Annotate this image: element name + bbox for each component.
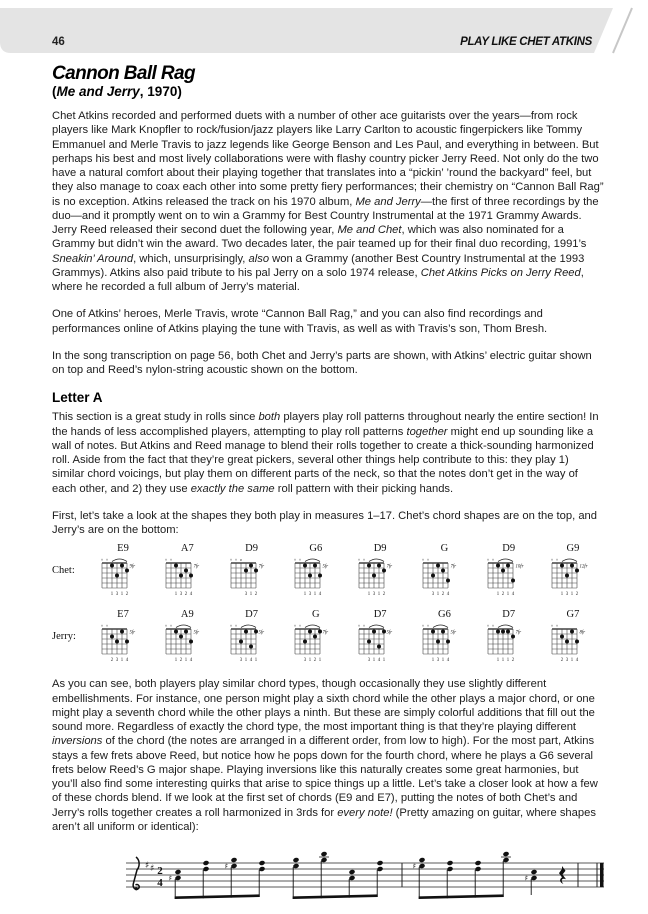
svg-text:×: ×: [100, 557, 104, 563]
svg-text:×: ×: [422, 557, 425, 563]
chord-diagram: [478, 609, 540, 669]
svg-text:3: 3: [565, 658, 569, 664]
paragraph-analysis: As you can see, both players play similar chord types, though occasionally they use slightly different embellishments. For instance, one person might play a sixth chord while the other plays a major chord, or one might play a seventh chord while the other plays a ninth. But these are simply colorful additions that fill out the sound more. Regardless of exactly the chord type, the most important thing is that they’re playing different inversions of the chord (the notes are arranged in a different order, from low to high). For the most part, Atkins stays a few frets above Reed, but notice how he pops down for the fourth chord, where he plays a G6 several frets below Reed’s G major shape. Playing inversions like this naturally creates some great harmonies, but you’ll also find some interesting quirks that arise to spice things up a little. Let’s take a closer look at how a few of these chords blend. If we look at the first set of chords (E9 and E7), putting the notes of both Chet’s and Jerry’s rolls together creates a roll harmonized in 3rds for every note! (Pretty amazing on guitar, where shapes aren’t all uniform or identical):: [52, 678, 598, 833]
svg-text:1: 1: [175, 658, 178, 664]
chord-diagram: [156, 609, 218, 669]
svg-text:12fr: 12fr: [579, 564, 588, 570]
chord-grid: [415, 554, 473, 598]
chord-grid: [287, 554, 345, 598]
chord-grid: [223, 620, 281, 664]
svg-text:4: 4: [157, 877, 163, 889]
svg-text:×: ×: [422, 623, 425, 629]
svg-text:1: 1: [120, 658, 124, 664]
paragraph-shapes-intro: First, let’s take a look at the shapes they both play in measures 1–17. Chet’s chord shapes are on the top, and Jerry’s are on the bottom:: [52, 509, 597, 536]
svg-text:1: 1: [308, 658, 312, 664]
svg-text:1: 1: [442, 658, 445, 664]
svg-text:3: 3: [437, 658, 440, 664]
svg-text:×: ×: [427, 623, 430, 629]
chord-diagram: [413, 543, 475, 603]
chord-diagram: [156, 543, 218, 603]
chord-diagram: [92, 543, 154, 603]
chord-row: [52, 543, 604, 603]
music-notation: [126, 847, 604, 914]
song-title: Cannon Ball Rag: [52, 63, 196, 84]
svg-text:2: 2: [313, 658, 317, 664]
chord-name: G6: [309, 543, 323, 555]
svg-text:2: 2: [442, 592, 445, 598]
chord-diagram: [349, 609, 411, 669]
svg-text:3: 3: [115, 592, 119, 598]
svg-text:2: 2: [110, 658, 114, 664]
chord-name: E7: [117, 609, 129, 621]
svg-text:7fr: 7fr: [258, 564, 264, 570]
svg-text:×: ×: [293, 557, 297, 563]
chord-row: [52, 609, 604, 669]
svg-text:1: 1: [303, 592, 307, 598]
svg-text:3: 3: [372, 592, 376, 598]
header-band: [0, 0, 648, 60]
svg-text:×: ×: [293, 623, 297, 629]
chord-diagram: [542, 543, 604, 603]
svg-text:1: 1: [249, 592, 252, 598]
svg-text:3: 3: [115, 658, 119, 664]
svg-text:1: 1: [175, 592, 178, 598]
svg-text:1: 1: [367, 592, 371, 598]
svg-text:×: ×: [491, 623, 494, 629]
svg-text:4: 4: [125, 658, 129, 664]
svg-text:1: 1: [432, 658, 435, 664]
book-title: PLAY LIKE CHET ATKINS: [460, 36, 592, 48]
chord-name: D7: [502, 609, 516, 621]
svg-text:1: 1: [110, 592, 114, 598]
svg-text:2: 2: [254, 592, 257, 598]
svg-text:2: 2: [575, 592, 579, 598]
svg-text:1: 1: [496, 658, 499, 664]
svg-text:4: 4: [447, 592, 450, 598]
svg-text:1: 1: [185, 658, 188, 664]
paragraph-travis: One of Atkins’ heroes, Merle Travis, wrote “Cannon Ball Rag,” and you can also find recordings and performances online of Atkins playing the tune with Travis, as well as with Travis’s son, Thom Bresh.: [52, 308, 548, 335]
svg-text:2: 2: [382, 592, 386, 598]
svg-text:×: ×: [165, 623, 168, 629]
chord-name: D9: [373, 543, 387, 555]
svg-text:×: ×: [362, 557, 366, 563]
svg-text:3: 3: [244, 592, 247, 598]
chord-name: A7: [180, 543, 194, 555]
chord-diagram-section: [52, 543, 604, 669]
svg-text:1: 1: [313, 592, 317, 598]
song-subtitle: (Me and Jerry, 1970): [52, 84, 182, 99]
chord-name: D9: [502, 543, 516, 555]
page-number: 46: [52, 36, 65, 48]
svg-text:3: 3: [180, 592, 183, 598]
svg-text:4: 4: [511, 592, 514, 598]
svg-text:5fr: 5fr: [258, 630, 264, 636]
chord-grid: [287, 620, 345, 664]
svg-text:×: ×: [550, 557, 554, 563]
chord-cells: [92, 543, 604, 603]
svg-text:×: ×: [229, 557, 232, 563]
svg-text:4: 4: [190, 592, 193, 598]
chord-name: A9: [180, 609, 194, 621]
chord-grid: [544, 554, 602, 598]
paragraph-rolls: This section is a great study in rolls since both players play roll patterns throughout nearly the entire section! In the hands of less accomplished players, attempting to play roll patterns together might end up sounding like a wall of notes. But Atkins and Reed manage to blend their rolls together to create a thick-sounding harmonized roll. Aside from the fact that they’re great pickers, several other things help contribute to this: they play 1) similar chord voicings, but play them on different parts of the neck, so that the notes don’t get in the way of each other, and 2) they use exactly the same roll pattern with their picking hands.: [52, 411, 599, 495]
svg-text:9fr: 9fr: [129, 564, 136, 570]
svg-text:3: 3: [432, 592, 435, 598]
svg-text:4: 4: [318, 592, 322, 598]
chord-name: D9: [245, 543, 258, 555]
chord-grid: [480, 620, 538, 664]
svg-text:♯: ♯: [224, 861, 229, 871]
svg-text:×: ×: [357, 557, 361, 563]
chord-diagram: [285, 543, 347, 603]
svg-text:♯: ♯: [412, 861, 417, 871]
svg-text:×: ×: [298, 623, 302, 629]
svg-text:5fr: 5fr: [386, 630, 393, 636]
svg-text:1: 1: [382, 658, 386, 664]
svg-text:2: 2: [511, 658, 514, 664]
chord-grid: [158, 620, 216, 664]
chord-name: D7: [245, 609, 258, 621]
chord-name: G7: [566, 609, 580, 621]
svg-text:1: 1: [501, 658, 504, 664]
chord-name: E9: [117, 543, 129, 555]
svg-text:4: 4: [249, 658, 252, 664]
svg-text:×: ×: [298, 557, 302, 563]
svg-text:3: 3: [303, 658, 307, 664]
chord-name: D7: [373, 609, 387, 621]
svg-text:×: ×: [170, 623, 173, 629]
player-label: Jerry:: [52, 631, 76, 643]
svg-text:×: ×: [555, 557, 559, 563]
svg-text:4: 4: [190, 658, 193, 664]
svg-text:4: 4: [575, 658, 579, 664]
chord-grid: [94, 620, 152, 664]
paragraph-intro: Chet Atkins recorded and performed duets with a number of other ace guitarists over the years—from rock players like Mark Knopfler to rock/fusion/jazz players like Larry Carlton to acoustic fingerpickers like Tommy Emmanuel and Merle Travis to jazz legends like George Benson and Les Paul, and everything in between. But perhaps his best and most lively collaborations were with flashy country picker Jerry Reed. Not only do the two have a natural comfort about their playing together that translates into a “pickin’ ’round the backyard” feel, but they also manage to coax each other into some pretty fiery performances; their chemistry on “Cannon Ball Rag” is no exception. Atkins released the track on his 1970 album, Me and Jerry—the first of three recordings by the duo—and it promptly went on to win a Grammy for Best Country Instrumental at the 1971 Grammy Awards. Jerry Reed released their second duet the following year, Me and Chet, which was also nominated for a Grammy but didn’t win the award. Two decades later, the pair teamed up for their final duo recording, 1991’s Sneakin’ Around, which, unsurprisingly, also won a Grammy (another Best Country Instrumental at the 1993 Grammys). Atkins also paid tribute to his pal Jerry on a solo 1974 release, Chet Atkins Picks on Jerry Reed, where he recorded a full album of Jerry’s material.: [52, 110, 604, 293]
svg-text:7fr: 7fr: [193, 564, 200, 570]
chord-grid: [351, 620, 409, 664]
svg-text:1: 1: [318, 658, 322, 664]
svg-text:10fr: 10fr: [515, 564, 524, 570]
svg-text:7fr: 7fr: [515, 630, 521, 636]
chord-diagram: [221, 543, 283, 603]
svg-text:7fr: 7fr: [322, 630, 328, 636]
svg-text:1: 1: [437, 592, 440, 598]
svg-text:×: ×: [486, 623, 489, 629]
svg-text:2: 2: [185, 592, 188, 598]
svg-text:8fr: 8fr: [579, 630, 586, 636]
chord-diagram: [413, 609, 475, 669]
svg-text:×: ×: [427, 557, 430, 563]
svg-text:1: 1: [506, 592, 509, 598]
svg-text:♯: ♯: [168, 873, 173, 883]
svg-text:3: 3: [565, 592, 569, 598]
svg-text:1: 1: [560, 592, 564, 598]
chord-grid: [544, 620, 602, 664]
chord-name: G: [312, 609, 320, 621]
section-heading: Letter A: [52, 390, 103, 406]
svg-text:5fr: 5fr: [322, 564, 328, 570]
svg-text:7fr: 7fr: [450, 564, 457, 570]
svg-text:1: 1: [506, 658, 509, 664]
svg-text:×: ×: [170, 557, 173, 563]
svg-text:×: ×: [234, 557, 237, 563]
svg-text:×: ×: [234, 623, 237, 629]
svg-text:2: 2: [125, 592, 129, 598]
svg-text:3: 3: [239, 658, 242, 664]
chord-grid: [351, 554, 409, 598]
svg-text:×: ×: [100, 623, 104, 629]
svg-text:×: ×: [550, 623, 554, 629]
svg-text:×: ×: [357, 623, 361, 629]
svg-text:1: 1: [254, 658, 257, 664]
svg-text:1: 1: [377, 592, 381, 598]
svg-text:1: 1: [570, 658, 574, 664]
svg-text:4: 4: [377, 658, 381, 664]
chord-cells: [92, 609, 604, 669]
svg-text:4: 4: [447, 658, 450, 664]
svg-text:1: 1: [570, 592, 574, 598]
chord-grid: [480, 554, 538, 598]
svg-text:♯: ♯: [145, 861, 150, 871]
svg-text:2: 2: [157, 865, 163, 877]
chord-diagram: [221, 609, 283, 669]
svg-text:×: ×: [362, 623, 366, 629]
chord-diagram: [542, 609, 604, 669]
chord-diagram: [285, 609, 347, 669]
svg-text:5fr: 5fr: [129, 630, 136, 636]
svg-text:×: ×: [229, 623, 232, 629]
svg-text:×: ×: [105, 623, 109, 629]
chord-name: G: [440, 543, 449, 555]
svg-text:5fr: 5fr: [450, 630, 457, 636]
chord-name: G9: [566, 543, 580, 555]
svg-text:1: 1: [496, 592, 499, 598]
svg-text:1: 1: [244, 658, 247, 664]
svg-text:5fr: 5fr: [193, 630, 200, 636]
content-column: [52, 64, 604, 914]
svg-text:×: ×: [165, 557, 168, 563]
svg-text:3: 3: [308, 592, 312, 598]
svg-text:o: o: [239, 557, 242, 563]
chord-diagram: [349, 543, 411, 603]
svg-text:7fr: 7fr: [386, 564, 393, 570]
chord-diagram: [478, 543, 540, 603]
paragraph-transcription: In the song transcription on page 56, both Chet and Jerry’s parts are shown, with Atkins’ electric guitar shown on top and Reed’s nylon-string acoustic shown on the bottom.: [52, 349, 592, 376]
chord-diagram: [92, 609, 154, 669]
svg-text:×: ×: [105, 557, 109, 563]
svg-text:2: 2: [501, 592, 504, 598]
player-label: Chet:: [52, 565, 75, 577]
svg-text:♯: ♯: [524, 873, 529, 883]
chord-grid: [158, 554, 216, 598]
svg-text:×: ×: [491, 557, 494, 563]
chord-grid: [223, 554, 281, 598]
svg-text:2: 2: [180, 658, 183, 664]
svg-text:×: ×: [555, 623, 559, 629]
notation-staff: [126, 847, 608, 909]
svg-text:♯: ♯: [150, 864, 155, 874]
chord-grid: [94, 554, 152, 598]
svg-text:2: 2: [560, 658, 564, 664]
svg-text:1: 1: [372, 658, 376, 664]
svg-text:3: 3: [367, 658, 371, 664]
svg-text:×: ×: [486, 557, 489, 563]
chord-grid: [415, 620, 473, 664]
chord-name: G6: [437, 609, 451, 621]
svg-text:1: 1: [120, 592, 124, 598]
